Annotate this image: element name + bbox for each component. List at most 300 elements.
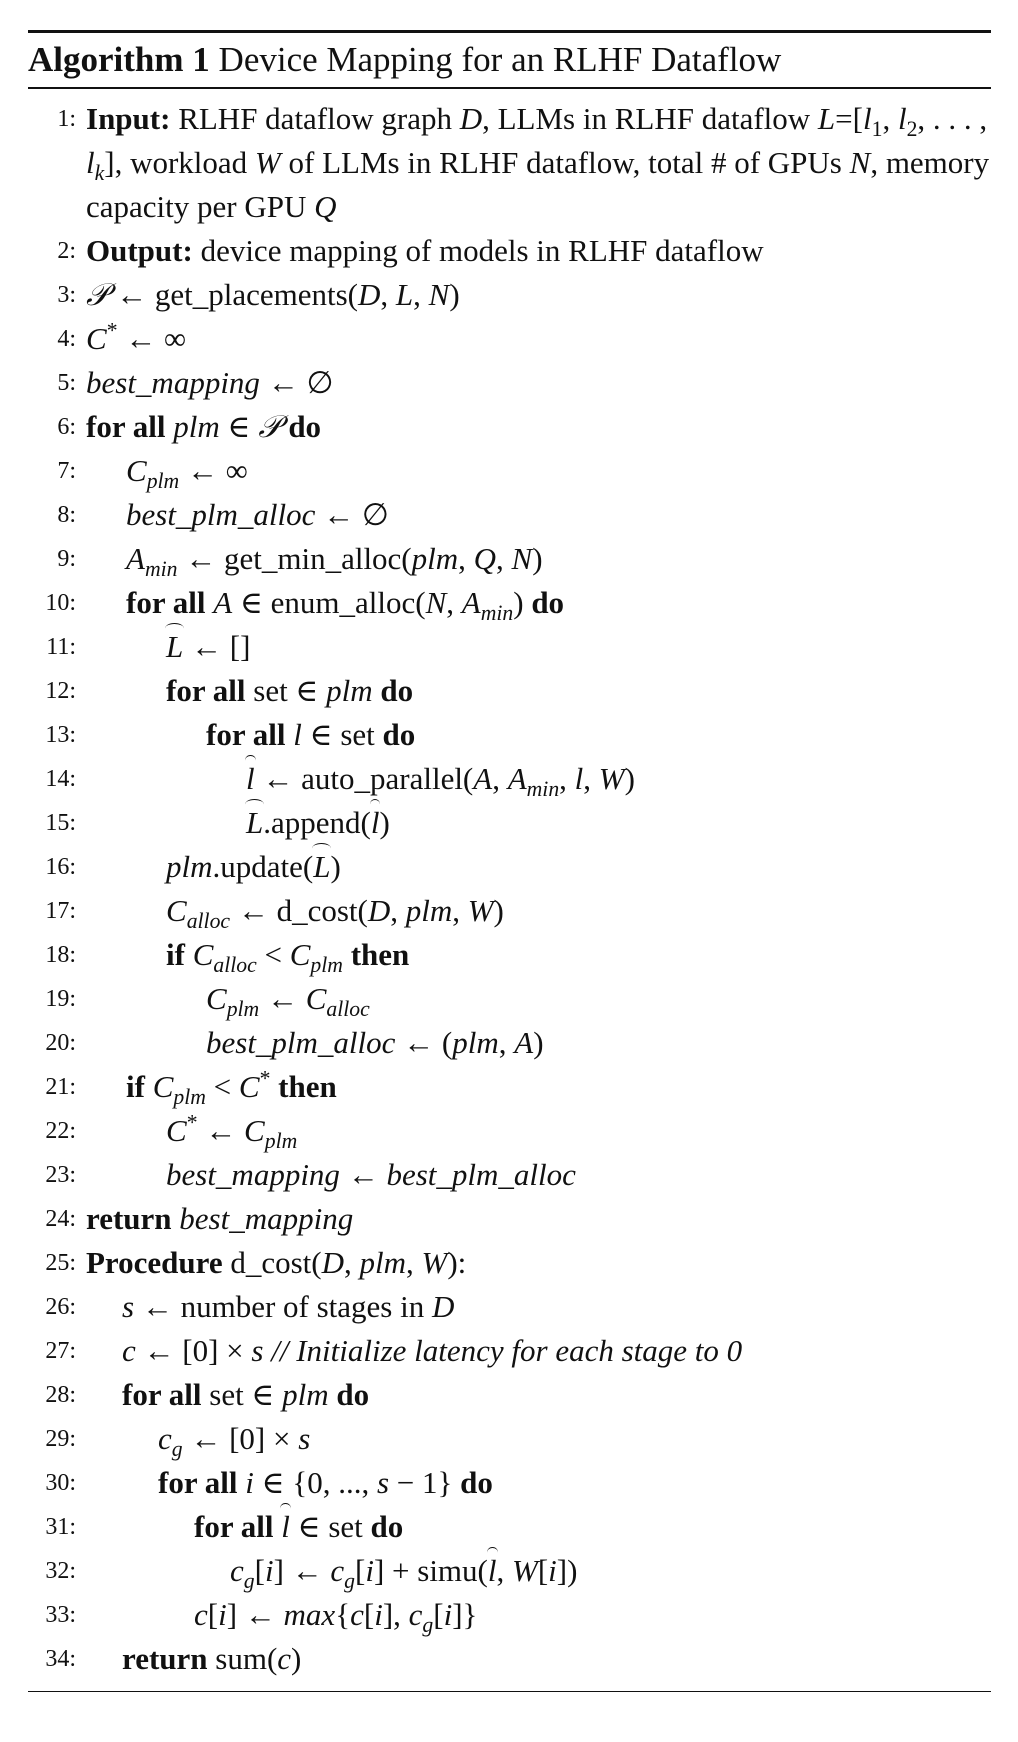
line-segment: N bbox=[425, 584, 447, 620]
line-number: 19: bbox=[45, 985, 76, 1012]
line-segment: g bbox=[243, 1568, 255, 1593]
line-segment: ← bbox=[197, 1112, 245, 1148]
line-number: 3: bbox=[57, 281, 76, 308]
line-segment: s bbox=[298, 1420, 311, 1456]
algorithm-box bbox=[28, 30, 991, 1692]
line-segment: ← bbox=[259, 980, 306, 1016]
line-segment: do bbox=[336, 1376, 370, 1412]
line-segment: , bbox=[559, 760, 575, 796]
algorithm-line bbox=[28, 889, 991, 933]
line-segment: ← ∞ bbox=[179, 452, 248, 488]
line-number: 24: bbox=[45, 1205, 76, 1232]
line-segment: g bbox=[171, 1436, 183, 1461]
line-segment: i bbox=[218, 1596, 227, 1632]
line-segment: , bbox=[583, 760, 599, 796]
algorithm-line bbox=[28, 449, 991, 493]
line-segment: ]) bbox=[556, 1552, 578, 1588]
line-segment: max bbox=[283, 1596, 336, 1632]
line-number: 15: bbox=[45, 809, 76, 836]
algorithm-line bbox=[28, 361, 991, 405]
line-segment: l bbox=[293, 716, 302, 752]
line-segment: N bbox=[849, 144, 871, 180]
line-segment: , bbox=[406, 1244, 422, 1280]
line-segment bbox=[274, 1509, 282, 1544]
algorithm-line bbox=[28, 537, 991, 581]
line-segment: Q bbox=[314, 188, 337, 224]
line-segment: − 1} bbox=[389, 1464, 461, 1500]
line-segment: plm bbox=[405, 892, 453, 928]
line-segment: L bbox=[313, 845, 330, 889]
line-segment: C bbox=[244, 1112, 265, 1148]
algorithm-title: Device Mapping for an RLHF Dataflow bbox=[218, 40, 782, 79]
algorithm-line bbox=[28, 801, 991, 845]
line-segment: device mapping of models in RLHF dataflow bbox=[192, 232, 764, 268]
line-text bbox=[188, 757, 991, 801]
line-segment: D bbox=[431, 1288, 455, 1324]
line-segment: ← [0] × bbox=[182, 1420, 299, 1456]
line-number: 30: bbox=[45, 1469, 76, 1496]
line-segment: C bbox=[126, 452, 147, 488]
line-number: 28: bbox=[45, 1381, 76, 1408]
line-text bbox=[64, 1373, 991, 1417]
algorithm-line bbox=[28, 1241, 991, 1285]
line-segment: L bbox=[166, 625, 183, 669]
line-segment: then bbox=[278, 1068, 337, 1104]
line-segment: c bbox=[350, 1596, 364, 1632]
algorithm-line bbox=[28, 97, 991, 229]
algorithm-line bbox=[28, 977, 991, 1021]
line-segment: ∈ enum_alloc( bbox=[232, 584, 426, 620]
line-segment: c bbox=[158, 1420, 172, 1456]
line-text bbox=[28, 1241, 991, 1285]
line-segment: * bbox=[106, 318, 118, 343]
line-segment: W bbox=[421, 1244, 448, 1280]
line-text bbox=[148, 713, 991, 757]
line-segment: ) bbox=[513, 584, 532, 620]
line-segment: , bbox=[446, 584, 462, 620]
line-number: 27: bbox=[45, 1337, 76, 1364]
line-number: 20: bbox=[45, 1029, 76, 1056]
algorithm-line bbox=[28, 1549, 991, 1593]
line-segment: C bbox=[289, 936, 311, 972]
line-text bbox=[108, 1153, 991, 1197]
line-segment: alloc bbox=[186, 908, 231, 933]
line-segment: A bbox=[507, 760, 527, 796]
line-number: 11: bbox=[46, 633, 76, 660]
line-segment: s bbox=[122, 1288, 135, 1324]
line-segment: 1 bbox=[871, 116, 883, 141]
algorithm-line bbox=[28, 713, 991, 757]
line-number: 14: bbox=[45, 765, 76, 792]
line-number: 1: bbox=[57, 105, 76, 132]
line-number: 12: bbox=[45, 677, 76, 704]
line-text bbox=[108, 889, 991, 933]
line-segment: of LLMs in RLHF dataflow, total # of GPUs bbox=[280, 144, 850, 180]
line-segment: plm bbox=[166, 848, 213, 884]
line-segment: ], bbox=[382, 1596, 409, 1632]
line-segment: D bbox=[459, 100, 483, 136]
line-segment: ← d_cost( bbox=[230, 892, 368, 928]
line-segment: c bbox=[408, 1596, 423, 1632]
line-segment: s bbox=[251, 1332, 264, 1368]
line-segment: C bbox=[86, 320, 107, 356]
line-segment: plm bbox=[173, 1084, 206, 1109]
line-segment: ], workload bbox=[104, 144, 255, 180]
line-text bbox=[28, 97, 991, 229]
line-segment: [ bbox=[355, 1552, 366, 1588]
line-text bbox=[68, 537, 991, 581]
line-segment: l bbox=[574, 760, 584, 796]
line-text bbox=[108, 933, 991, 977]
algorithm-line bbox=[28, 581, 991, 625]
algorithm-line bbox=[28, 273, 991, 317]
line-segment: ] + simu( bbox=[373, 1552, 488, 1588]
line-number: 25: bbox=[45, 1249, 76, 1276]
line-segment: i bbox=[264, 1552, 274, 1588]
line-segment: C bbox=[206, 980, 227, 1016]
line-number: 4: bbox=[57, 325, 76, 352]
line-segment: ) bbox=[493, 892, 504, 928]
line-segment: i bbox=[548, 1552, 557, 1588]
line-segment: C bbox=[192, 936, 214, 972]
line-segment: do bbox=[382, 716, 416, 752]
line-segment: , . . . , bbox=[917, 100, 988, 136]
line-segment: for all bbox=[166, 672, 246, 708]
line-number: 22: bbox=[45, 1117, 76, 1144]
line-segment: plm bbox=[359, 1244, 406, 1280]
line-segment: s bbox=[376, 1464, 390, 1500]
algorithm-line bbox=[28, 1197, 991, 1241]
line-segment: do bbox=[288, 408, 322, 444]
algorithm-label: Algorithm 1 bbox=[28, 40, 210, 79]
line-segment: .append( bbox=[263, 804, 371, 840]
algorithm-line bbox=[28, 229, 991, 273]
algorithm-line bbox=[28, 757, 991, 801]
line-segment: d_cost( bbox=[222, 1244, 322, 1280]
line-segment: c bbox=[194, 1596, 208, 1632]
line-segment: , bbox=[496, 540, 512, 576]
line-segment: // Initialize latency for each stage to 0 bbox=[263, 1332, 743, 1368]
line-segment: [ bbox=[207, 1596, 219, 1632]
line-segment: D bbox=[321, 1244, 344, 1280]
line-segment: , bbox=[882, 100, 898, 136]
line-segment: i bbox=[365, 1552, 374, 1588]
line-segment: , bbox=[390, 892, 406, 928]
line-segment: if bbox=[166, 936, 185, 972]
algorithm-line bbox=[28, 1329, 991, 1373]
line-segment: ) bbox=[291, 1640, 302, 1676]
line-segment: l bbox=[897, 100, 907, 136]
line-segment: do bbox=[531, 584, 565, 620]
line-text bbox=[68, 581, 991, 625]
bottom-rule bbox=[28, 1691, 991, 1693]
line-segment: alloc bbox=[213, 952, 257, 977]
line-segment: min bbox=[480, 600, 514, 625]
line-number: 16: bbox=[45, 853, 76, 880]
line-segment: c bbox=[277, 1640, 292, 1676]
line-segment: RLHF dataflow graph bbox=[170, 100, 460, 136]
line-segment: i bbox=[245, 1464, 254, 1500]
line-segment: < bbox=[256, 936, 290, 972]
algorithm-line bbox=[28, 1593, 991, 1637]
line-segment: N bbox=[511, 540, 533, 576]
line-segment: l bbox=[488, 1549, 497, 1593]
line-segment: .update( bbox=[212, 848, 314, 884]
algorithm-line bbox=[28, 1637, 991, 1681]
line-number: 2: bbox=[57, 237, 76, 264]
algorithm-line bbox=[28, 1285, 991, 1329]
line-segment: do bbox=[380, 672, 414, 708]
line-segment: ∈ bbox=[219, 408, 259, 444]
line-text bbox=[108, 845, 991, 889]
line-segment: plm bbox=[326, 672, 373, 708]
line-text bbox=[64, 1637, 991, 1681]
line-segment: alloc bbox=[326, 996, 370, 1021]
algorithm-line bbox=[28, 1021, 991, 1065]
line-segment: ← [] bbox=[183, 628, 251, 664]
line-segment: ] ← bbox=[226, 1596, 284, 1632]
line-number: 10: bbox=[45, 589, 76, 616]
line-text bbox=[108, 669, 991, 713]
algorithm-body bbox=[28, 89, 991, 1681]
line-segment: ← ∅ bbox=[315, 496, 389, 532]
line-text bbox=[28, 405, 991, 449]
line-text bbox=[172, 1549, 991, 1593]
line-number: 32: bbox=[45, 1557, 76, 1584]
line-segment: W bbox=[512, 1552, 538, 1588]
line-segment: ← [0] × bbox=[135, 1332, 252, 1368]
line-segment: best_plm_alloc bbox=[386, 1156, 576, 1192]
line-number: 23: bbox=[45, 1161, 76, 1188]
line-text bbox=[108, 625, 991, 669]
line-segment: return bbox=[86, 1200, 172, 1236]
line-segment: Q bbox=[473, 540, 497, 576]
line-segment: ← auto_parallel( bbox=[254, 760, 474, 796]
line-segment: ] ← bbox=[273, 1552, 331, 1588]
line-segment: , bbox=[380, 276, 396, 312]
line-segment: for all bbox=[126, 584, 206, 620]
line-number: 17: bbox=[45, 897, 76, 924]
line-segment: best_plm_alloc bbox=[206, 1024, 396, 1060]
line-segment: ← ∅ bbox=[259, 364, 334, 400]
line-segment: ) bbox=[624, 760, 635, 796]
line-number: 18: bbox=[45, 941, 76, 968]
line-segment: for all bbox=[158, 1464, 238, 1500]
line-segment: ) bbox=[533, 1024, 544, 1060]
line-segment: , bbox=[498, 1024, 515, 1060]
line-segment: ∈ set bbox=[301, 716, 383, 752]
line-segment: , bbox=[344, 1244, 360, 1280]
line-number: 26: bbox=[45, 1293, 76, 1320]
line-segment: g bbox=[344, 1568, 355, 1593]
line-number: 31: bbox=[45, 1513, 76, 1540]
line-segment: , bbox=[492, 760, 508, 796]
line-segment: best_mapping bbox=[166, 1156, 340, 1192]
line-segment: plm bbox=[264, 1128, 298, 1153]
line-text bbox=[68, 1065, 991, 1109]
line-segment: return bbox=[122, 1640, 208, 1676]
line-segment: * bbox=[259, 1066, 271, 1091]
line-segment: plm bbox=[452, 1024, 499, 1060]
line-segment: ) bbox=[449, 276, 460, 312]
line-segment: C bbox=[166, 1112, 187, 1148]
line-segment: C bbox=[305, 980, 327, 1016]
line-segment: do bbox=[460, 1464, 493, 1500]
line-segment: ) bbox=[532, 540, 543, 576]
algorithm-line bbox=[28, 1153, 991, 1197]
line-segment: A bbox=[213, 584, 233, 620]
line-segment: i bbox=[374, 1596, 383, 1632]
line-segment bbox=[343, 937, 351, 972]
line-segment: N bbox=[428, 276, 450, 312]
algorithm-line bbox=[28, 1373, 991, 1417]
line-segment: , bbox=[496, 1552, 512, 1588]
line-segment: W bbox=[254, 144, 281, 180]
line-segment: l bbox=[371, 801, 380, 845]
line-segment: best_mapping bbox=[86, 364, 260, 400]
line-text bbox=[100, 1417, 991, 1461]
line-segment: c bbox=[330, 1552, 345, 1588]
line-segment: for all bbox=[122, 1376, 202, 1412]
line-number: 29: bbox=[45, 1425, 76, 1452]
line-segment: < bbox=[205, 1068, 239, 1104]
line-segment: ∈ {0, ..., bbox=[253, 1464, 377, 1500]
line-segment: * bbox=[186, 1110, 198, 1135]
line-segment: C bbox=[152, 1068, 174, 1104]
line-segment: k bbox=[94, 160, 105, 185]
line-text bbox=[136, 1505, 991, 1549]
line-segment: , bbox=[458, 540, 474, 576]
line-segment: ) bbox=[330, 848, 341, 884]
line-segment: min bbox=[144, 556, 178, 581]
line-segment: i bbox=[443, 1596, 453, 1632]
line-segment: ← ( bbox=[395, 1024, 453, 1060]
line-number: 34: bbox=[45, 1645, 76, 1672]
line-segment: , bbox=[413, 276, 429, 312]
line-segment: Procedure bbox=[86, 1244, 223, 1280]
line-segment: plm bbox=[282, 1376, 329, 1412]
line-segment bbox=[185, 937, 193, 972]
line-segment: Input: bbox=[86, 100, 171, 136]
line-text bbox=[28, 317, 991, 361]
line-number: 33: bbox=[45, 1601, 76, 1628]
line-segment: for all bbox=[206, 716, 286, 752]
line-segment: L bbox=[395, 276, 414, 312]
algorithm-line bbox=[28, 1065, 991, 1109]
algorithm-line bbox=[28, 493, 991, 537]
line-segment: C bbox=[166, 892, 187, 928]
line-segment: ]} bbox=[452, 1596, 478, 1632]
line-text bbox=[100, 1461, 991, 1505]
algorithm-line bbox=[28, 317, 991, 361]
line-segment: =[ bbox=[835, 100, 863, 136]
line-segment: plm bbox=[146, 468, 180, 493]
line-segment: plm bbox=[310, 952, 343, 977]
line-number: 21: bbox=[45, 1073, 76, 1100]
line-segment: l bbox=[86, 144, 95, 180]
line-segment: best_plm_alloc bbox=[126, 496, 316, 532]
line-text bbox=[68, 449, 991, 493]
line-text bbox=[148, 977, 991, 1021]
line-number: 9: bbox=[57, 545, 76, 572]
line-number: 7: bbox=[57, 457, 76, 484]
line-segment: { bbox=[335, 1596, 351, 1632]
line-segment: c bbox=[122, 1332, 136, 1368]
line-segment: , LLMs in RLHF dataflow bbox=[482, 100, 818, 136]
line-text bbox=[148, 1021, 991, 1065]
line-segment bbox=[145, 1069, 153, 1104]
line-segment: l bbox=[246, 757, 255, 801]
algorithm-line bbox=[28, 933, 991, 977]
line-segment: l bbox=[281, 1505, 290, 1549]
algorithm-line bbox=[28, 405, 991, 449]
line-segment: l bbox=[862, 100, 872, 136]
line-number: 8: bbox=[57, 501, 76, 528]
line-segment: D bbox=[358, 276, 381, 312]
line-segment: A bbox=[461, 584, 481, 620]
line-segment: 2 bbox=[906, 116, 918, 141]
line-segment: for all bbox=[86, 408, 166, 444]
line-text bbox=[68, 493, 991, 537]
line-number: 13: bbox=[45, 721, 76, 748]
algorithm-line bbox=[28, 669, 991, 713]
line-segment: L bbox=[817, 100, 836, 136]
line-segment: 𝒫 bbox=[258, 408, 281, 444]
line-segment: c bbox=[230, 1552, 244, 1588]
line-segment: [ bbox=[537, 1552, 549, 1588]
line-number: 5: bbox=[57, 369, 76, 396]
line-text bbox=[28, 361, 991, 405]
line-segment: sum( bbox=[207, 1640, 278, 1676]
line-segment: [ bbox=[433, 1596, 444, 1632]
algorithm-line bbox=[28, 1505, 991, 1549]
line-segment: ← ∞ bbox=[117, 320, 187, 356]
line-segment: best_mapping bbox=[179, 1200, 354, 1236]
line-segment: W bbox=[598, 760, 625, 796]
line-segment: ← number of stages in bbox=[134, 1288, 432, 1324]
line-text bbox=[28, 273, 991, 317]
line-text bbox=[28, 229, 991, 273]
line-segment: D bbox=[367, 892, 391, 928]
line-segment: A bbox=[473, 760, 493, 796]
line-segment: do bbox=[370, 1508, 404, 1544]
line-segment: set ∈ bbox=[245, 672, 327, 708]
line-segment: [ bbox=[254, 1552, 265, 1588]
line-segment: ← get_min_alloc( bbox=[177, 540, 412, 576]
line-segment: plm bbox=[173, 408, 220, 444]
line-segment: ← get_placements( bbox=[108, 276, 358, 312]
line-segment: [ bbox=[363, 1596, 375, 1632]
line-segment: min bbox=[526, 776, 560, 801]
line-segment: ∈ set bbox=[289, 1508, 371, 1544]
line-segment bbox=[270, 1069, 278, 1104]
line-segment: plm bbox=[226, 996, 260, 1021]
line-segment: C bbox=[238, 1068, 260, 1104]
line-text bbox=[64, 1285, 991, 1329]
line-segment: set ∈ bbox=[201, 1376, 283, 1412]
algorithm-line bbox=[28, 1417, 991, 1461]
line-segment: g bbox=[422, 1612, 434, 1637]
line-number: 6: bbox=[57, 413, 76, 440]
line-text bbox=[28, 1197, 991, 1241]
line-segment: Output: bbox=[86, 232, 193, 268]
line-segment: for all bbox=[194, 1508, 274, 1544]
line-segment: ) bbox=[379, 804, 390, 840]
line-segment: ← bbox=[339, 1156, 387, 1192]
line-segment: W bbox=[467, 892, 494, 928]
line-segment: , bbox=[452, 892, 468, 928]
line-segment: if bbox=[126, 1068, 145, 1104]
